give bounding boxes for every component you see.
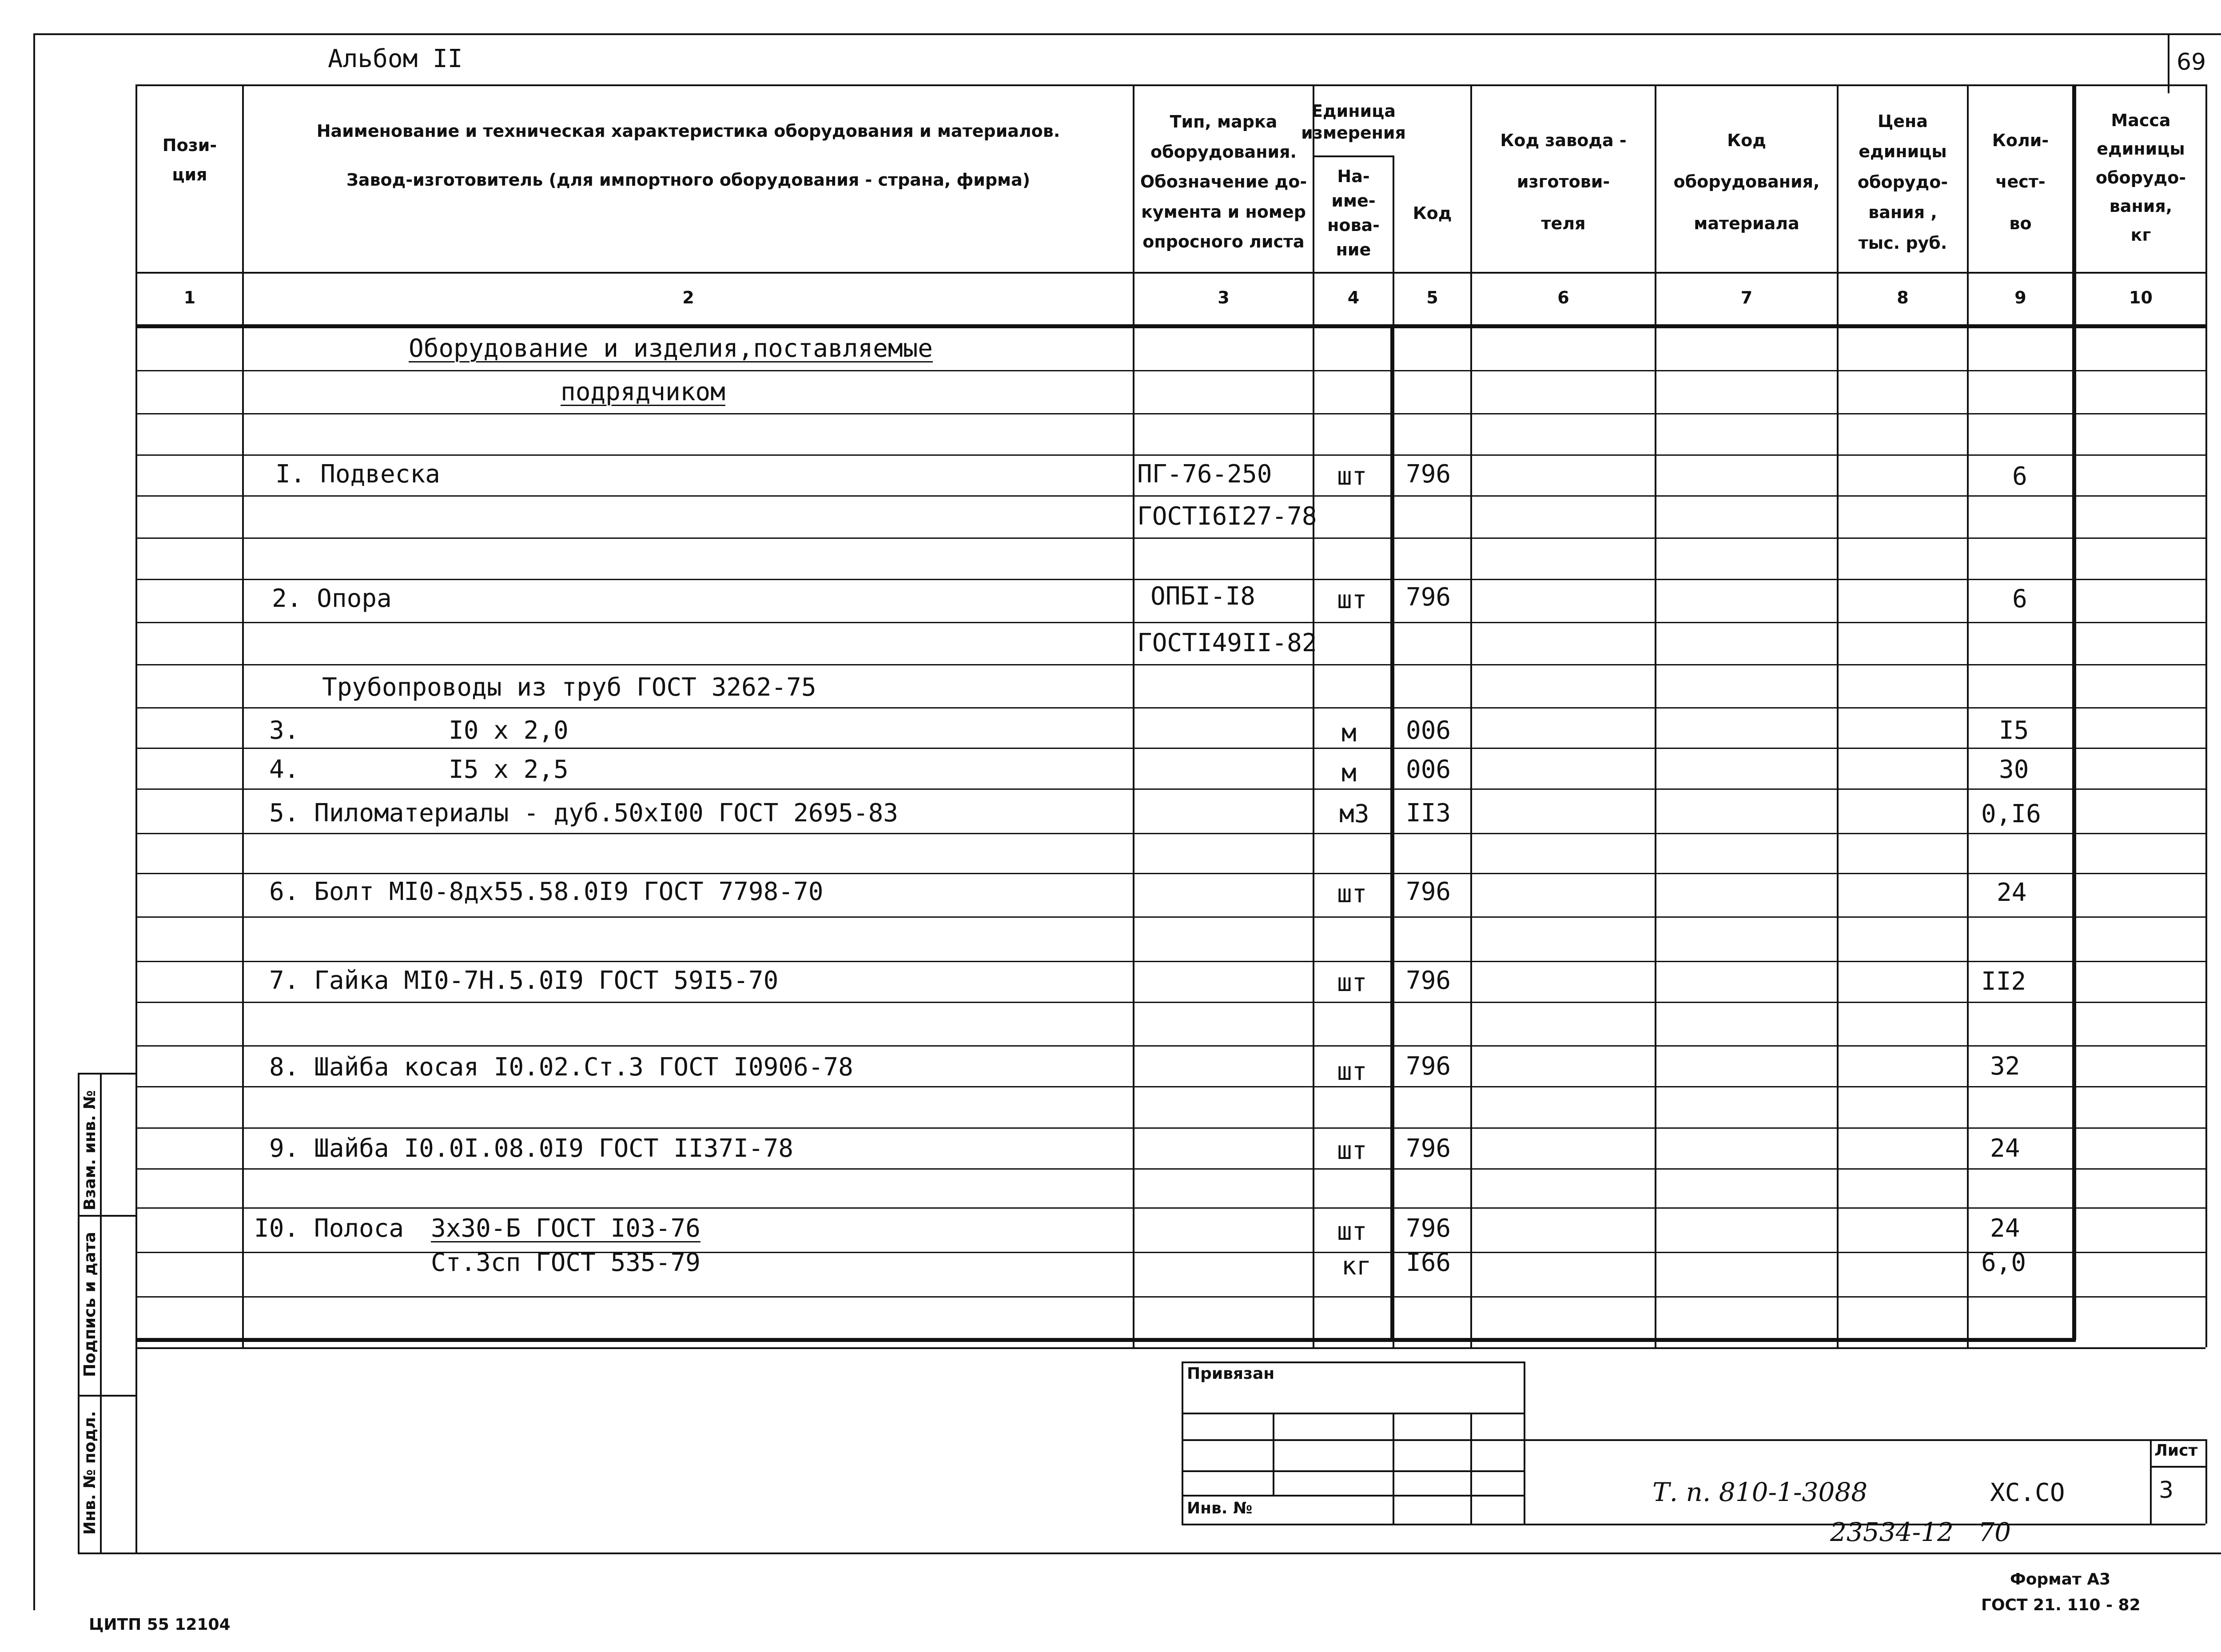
page-number: 69 (2177, 49, 2206, 76)
item-code: II3 (1406, 799, 1451, 828)
sheet-number: 3 (2159, 1477, 2174, 1504)
item-unit: шт (1337, 1057, 1367, 1086)
item-name: I0 x 2,0 (449, 716, 569, 745)
stamp-col-3 (1470, 1413, 1472, 1524)
item-type-doc: ГОСТI6I27-78 (1137, 502, 1317, 531)
col-number: 7 (1740, 288, 1753, 307)
album-title: Альбом II (328, 44, 463, 73)
item-qty: 24 (1990, 1134, 2020, 1163)
row-line (135, 916, 2205, 918)
side-divider-2 (78, 1395, 135, 1397)
frame-top (33, 33, 2221, 35)
row-line (135, 1296, 2205, 1298)
doc-code: Т. п. 810-1-3088 (1652, 1477, 1868, 1507)
row-line (135, 1045, 2205, 1047)
item-code-2: I66 (1406, 1248, 1451, 1277)
stamp-inv: Инв. № (1187, 1499, 1253, 1517)
item-unit: шт (1337, 1136, 1367, 1165)
item-name: 5. Пиломатериалы - дуб.50xI00 ГОСТ 2695-83 (269, 799, 899, 828)
header-unit: Единица измерения (1301, 101, 1406, 143)
col-line-10 (2205, 84, 2207, 1347)
side-col-mid (100, 1073, 102, 1552)
stamp-line-4 (1182, 1495, 1524, 1497)
item-qty: 24 (1997, 878, 2027, 907)
stamp-line-3 (1182, 1470, 1524, 1472)
item-qty: II2 (1981, 967, 2026, 996)
row-line (135, 1127, 2205, 1129)
row-line (135, 748, 2205, 749)
header-unit-name: На- име- нова- ние (1327, 166, 1380, 260)
row-line (135, 833, 2205, 834)
stamp-line-1 (1182, 1413, 1524, 1414)
side-label-replace: Взам. инв. № (81, 1090, 99, 1210)
sheet-box-left (2150, 1439, 2152, 1524)
item-unit: шт (1337, 968, 1367, 997)
col-number: 4 (1347, 288, 1360, 307)
header-price: Цена единицы оборудо- вания , тыс. руб. (1857, 111, 1948, 253)
header-quantity: Коли- чест- во (1992, 131, 2049, 233)
row-line (135, 622, 2205, 623)
row-line (135, 961, 2205, 962)
item-name: I. Подвеска (275, 460, 440, 489)
item-name: 2. Опора (272, 584, 392, 613)
item-unit: м3 (1339, 800, 1369, 828)
item-unit-2: кг (1341, 1252, 1372, 1281)
header-name: Наименование и техническая характеристика оборудования и материалов. Завод-изготовитель (для импортного оборудования - страна, фирма) (316, 121, 1060, 190)
row-line (135, 370, 2205, 371)
item-qty-2: 6,0 (1981, 1248, 2026, 1277)
stamp-right (1524, 1361, 1525, 1524)
table-top (135, 84, 2205, 86)
unit-subheader (1313, 155, 1394, 157)
row-line (135, 873, 2205, 874)
col-number: 3 (1218, 288, 1230, 307)
item-unit: шт (1337, 880, 1367, 908)
item-name: 3x30-Б ГОСТ I03-76 (431, 1214, 701, 1243)
item-code: 006 (1406, 716, 1451, 745)
stamp-privyazan: Привязан (1187, 1365, 1275, 1383)
item-qty: 0,I6 (1981, 800, 2041, 828)
item-unit: м (1341, 719, 1357, 748)
sheet-label: Лист (2154, 1441, 2198, 1460)
stamp-line-2 (1182, 1439, 1524, 1441)
row-line (135, 1002, 2205, 1003)
col-line-9-bold (2072, 84, 2076, 1340)
header-type: Тип, марка оборудования. Обозначение до- кумента и номер опросного листа (1140, 111, 1307, 252)
row-line (135, 1168, 2205, 1170)
item-qty: 6 (2012, 462, 2027, 491)
sheet-box-mid (2150, 1466, 2205, 1468)
item-name: 8. Шайба косая I0.02.Ст.3 ГОСТ I0906-78 (269, 1053, 853, 1082)
col-line-1 (242, 84, 244, 1347)
header-position: Пози- ция (162, 135, 217, 184)
col-line-6 (1655, 84, 1656, 1347)
col-number: 10 (2129, 288, 2153, 307)
item-qty: 32 (1990, 1052, 2020, 1081)
side-divider-1 (78, 1215, 135, 1217)
item-code: 796 (1406, 460, 1451, 489)
stamp-col-2 (1393, 1413, 1394, 1524)
row-line (135, 454, 2205, 456)
item-pos: 3. (269, 716, 299, 745)
col-number: 5 (1426, 288, 1438, 307)
table-bottom-outer (135, 1347, 2205, 1349)
item-code: 796 (1406, 1052, 1451, 1081)
col-line-2 (1133, 84, 1134, 1347)
numbers-bottom (135, 324, 2205, 328)
item-code: 796 (1406, 583, 1451, 612)
col-number: 9 (2014, 288, 2026, 307)
item-code: 796 (1406, 966, 1451, 995)
row-line (135, 1207, 2205, 1209)
item-unit: шт (1337, 1217, 1367, 1246)
stamp-left (1182, 1361, 1183, 1524)
format-label: Формат А3 (2010, 1570, 2111, 1588)
stamp-col-1 (1273, 1413, 1274, 1495)
sheet-box-right (2205, 1439, 2207, 1524)
citp-label: ЦИТП 55 12104 (89, 1616, 231, 1634)
item-pos: 4. (269, 755, 299, 784)
item-code: 796 (1406, 1214, 1451, 1243)
header-mass: Масса единицы оборудо- вания, кг (2095, 110, 2186, 245)
frame-bottom (78, 1552, 2221, 1554)
item-type-doc: ГОСТI49II-82 (1137, 629, 1317, 657)
frame-left (33, 33, 35, 1610)
row-line (135, 788, 2205, 790)
section-title: Оборудование и изделия,поставляемые (409, 334, 933, 363)
table-bottom (135, 1338, 2076, 1342)
item-name: 9. Шайба I0.0I.08.0I9 ГОСТ II37I-78 (269, 1134, 794, 1163)
item-pos: I0. Полоса (254, 1214, 404, 1243)
col-number: 1 (183, 288, 196, 307)
side-label-signature: Подпись и дата (81, 1232, 99, 1377)
col-number: 2 (682, 288, 694, 307)
row-line (135, 707, 2205, 709)
item-name: 7. Гайка МI0-7Н.5.0I9 ГОСТ 59I5-70 (269, 966, 779, 995)
row-line (135, 1086, 2205, 1087)
col-line-5 (1470, 84, 1472, 1347)
side-label-inventory: Инв. № подл. (81, 1411, 99, 1535)
title-block-bottom (1182, 1524, 2205, 1525)
item-type: ПГ-76-250 (1137, 460, 1272, 489)
item-type: ОПБI-I8 (1150, 582, 1256, 611)
item-unit: шт (1337, 585, 1367, 614)
row-line (135, 495, 2205, 497)
row-line (135, 537, 2205, 539)
col-number: 6 (1557, 288, 1569, 307)
row-line (135, 664, 2205, 665)
item-code: 796 (1406, 1134, 1451, 1163)
col-line-4-bold (1390, 326, 1394, 1340)
col-line-7 (1837, 84, 1839, 1347)
item-qty: 6 (2012, 585, 2027, 613)
col-line-3 (1313, 84, 1314, 1347)
title-block-top (1524, 1439, 2205, 1441)
stamp-top (1182, 1361, 1524, 1363)
side-col-top (78, 1073, 135, 1075)
pipes-heading: Трубопроводы из труб ГОСТ 3262-75 (322, 673, 816, 702)
header-unit-code: Код (1413, 203, 1452, 223)
section-title-cont: подрядчиком (561, 378, 725, 406)
item-name: 6. Болт МI0-8дх55.58.0I9 ГОСТ 7798-70 (269, 877, 824, 906)
item-name: I5 x 2,5 (449, 755, 569, 784)
item-qty: 30 (1999, 755, 2029, 784)
item-code: 796 (1406, 877, 1451, 906)
handwritten-number: 23534-12 70 (1830, 1517, 2011, 1547)
row-line (135, 413, 2205, 414)
gost-label: ГОСТ 21. 110 - 82 (1981, 1596, 2141, 1614)
item-unit: шт (1337, 462, 1367, 491)
row-line (135, 579, 2205, 580)
side-col-left (78, 1073, 80, 1552)
header-plant-code: Код завода - изготови- теля (1500, 131, 1627, 233)
header-bottom (135, 272, 2205, 274)
item-unit: м (1341, 759, 1357, 788)
doc-mark: ХС.СО (1990, 1478, 2065, 1507)
item-code: 006 (1406, 755, 1451, 784)
item-qty: 24 (1990, 1214, 2020, 1243)
col-number: 8 (1897, 288, 1909, 307)
header-equip-code: Код оборудования, материала (1673, 131, 1820, 233)
item-qty: I5 (1999, 716, 2029, 745)
item-name-cont: Ст.3сп ГОСТ 535-79 (431, 1248, 701, 1277)
col-line-8 (1967, 84, 1969, 1347)
